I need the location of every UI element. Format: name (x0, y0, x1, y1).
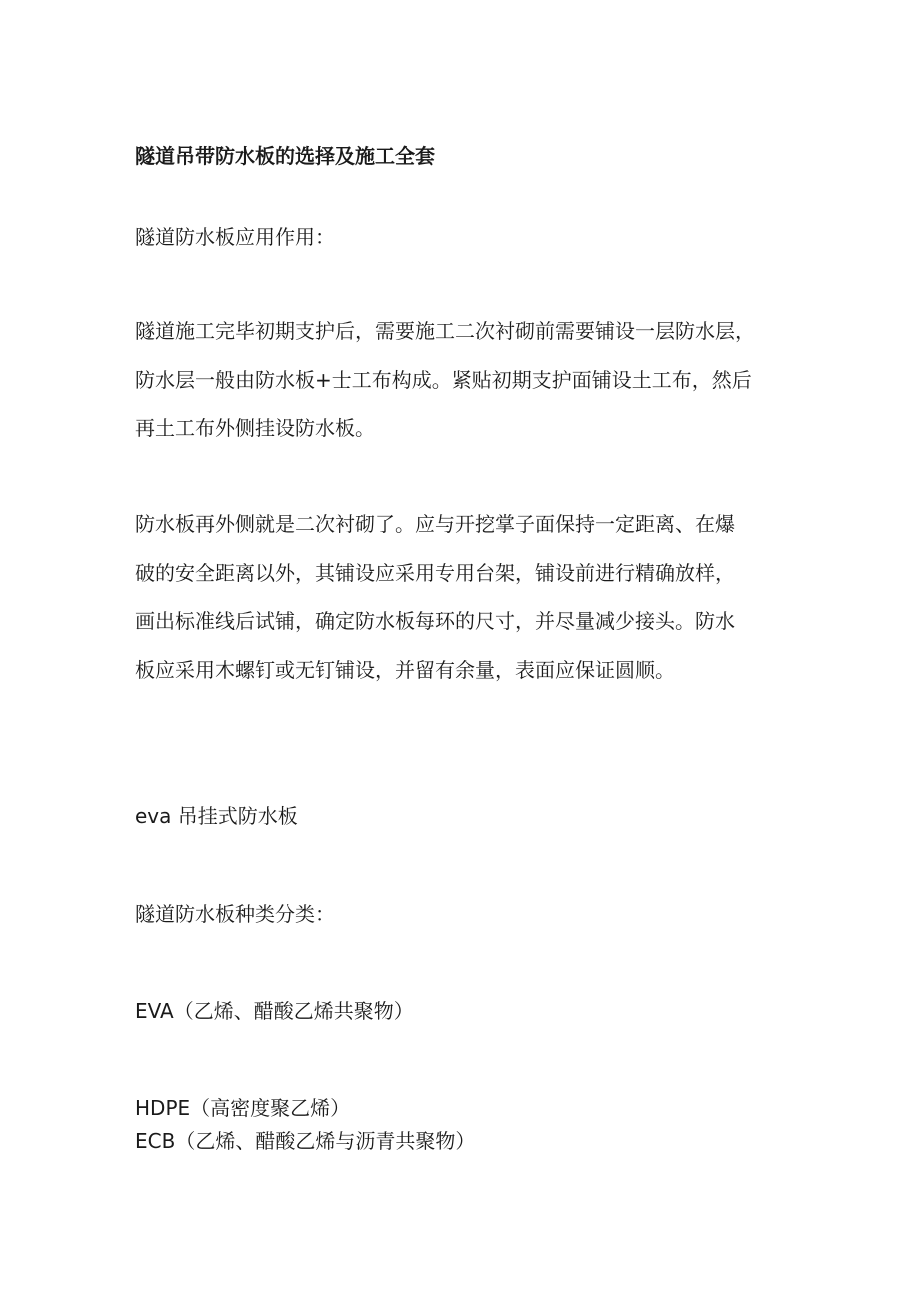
paragraph-line: 画出标准线后试铺，确定防水板每环的尺寸，并尽量减少接头。防水 (135, 609, 735, 634)
paragraph-line: 再土工布外侧挂设防水板。 (135, 416, 375, 441)
paragraph-line: 破的安全距离以外，其铺设应采用专用台架，铺设前进行精确放样， (135, 560, 735, 585)
paragraph-line: 板应采用木螺钉或无钉铺设，并留有余量，表面应保证圆顺。 (135, 657, 675, 682)
type-eva: EVA（乙烯、醋酸乙烯共聚物） (135, 999, 414, 1023)
paragraph-installation (135, 500, 795, 694)
paragraph-line: 隧道施工完毕初期支护后，需要施工二次衬砌前需要铺设一层防水层， (135, 319, 755, 343)
paragraph-line: 防水板再外侧就是二次衬砌了。应与开挖掌子面保持一定距离、在爆 (135, 512, 735, 536)
paragraph-application (135, 307, 795, 453)
types-heading: 隧道防水板种类分类： (135, 902, 335, 926)
type-ecb: ECB（乙烯、醋酸乙烯与沥青共聚物） (135, 1129, 476, 1153)
type-hdpe: HDPE（高密度聚乙烯） (135, 1096, 351, 1120)
document-title: 隧道吊带防水板的选择及施工全套 (135, 144, 435, 168)
paragraph-line: 防水层一般由防水板+士工布构成。紧贴初期支护面铺设土工布，然后 (135, 367, 752, 392)
application-heading: 隧道防水板应用作用： (135, 225, 335, 249)
eva-heading: eva 吊挂式防水板 (135, 804, 298, 828)
